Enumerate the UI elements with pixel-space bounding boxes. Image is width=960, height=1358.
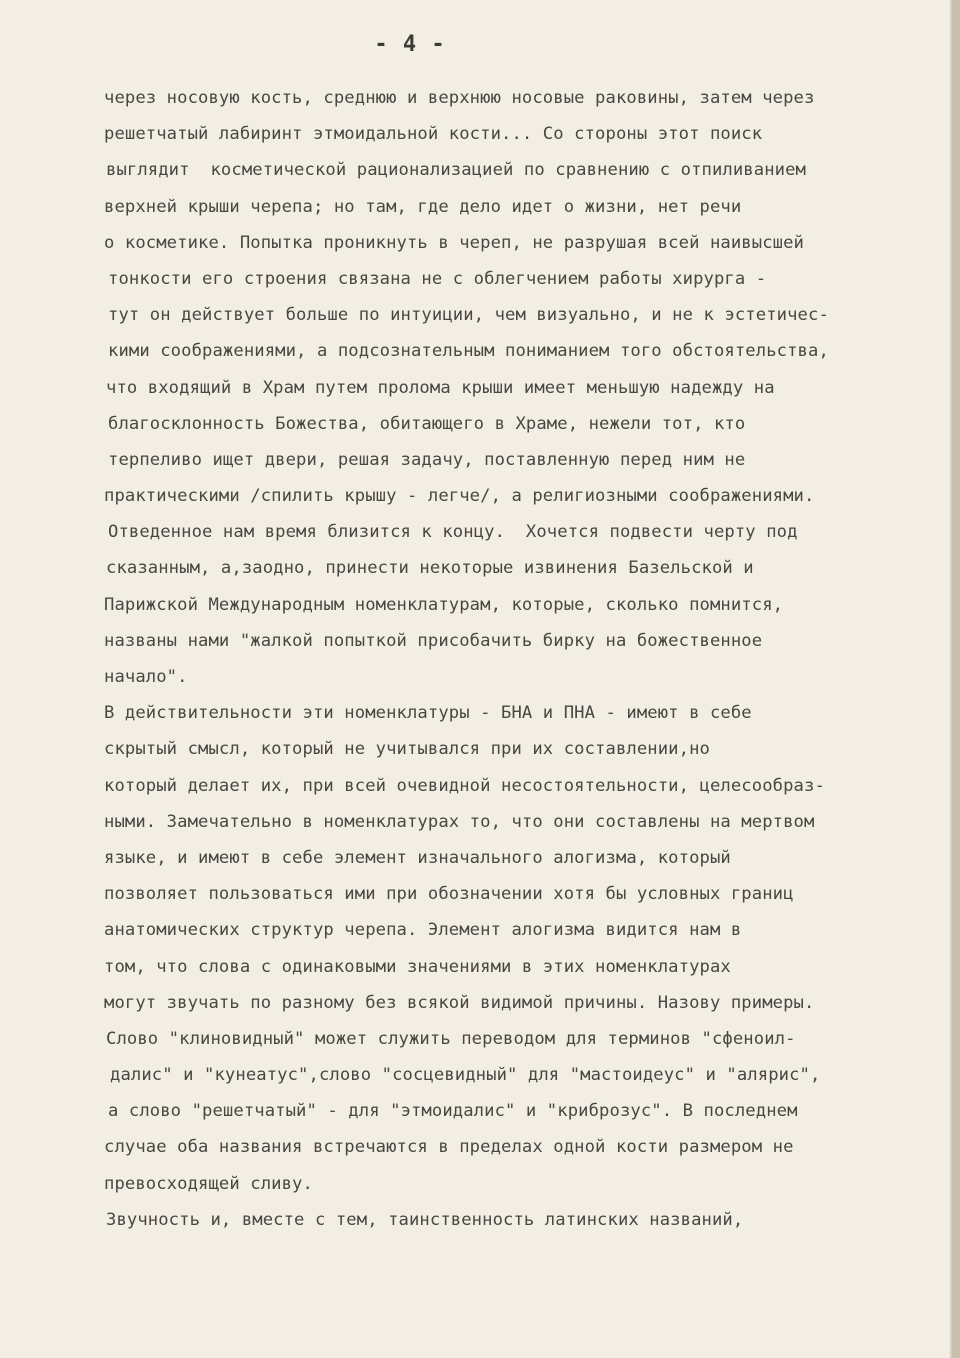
text-line: благосклонность Божества, обитающего в Храме, нежели тот, кто <box>108 413 746 434</box>
text-line: начало". <box>104 667 188 687</box>
text-line: терпеливо ищет двери, решая задачу, поставленную перед ним не <box>108 449 746 470</box>
text-line: могут звучать по разному без всякой видимой причины. Назову примеры. <box>104 992 815 1013</box>
text-line: который делает их, при всей очевидной несостоятельности, целесообраз- <box>104 775 825 796</box>
text-line: кими соображениями, а подсознательным пониманием того обстоятельства, <box>108 341 829 362</box>
text-line: названы нами "жалкой попыткой присобачить бирку на божественное <box>104 630 763 651</box>
text-line: Парижской Международным номенклатурам, которые, сколько помнится, <box>104 594 784 615</box>
text-line: о косметике. Попытка проникнуть в череп, не разрушая всей наивысшей <box>104 232 804 253</box>
text-line: через носовую кость, среднюю и верхнюю носовые раковины, затем через <box>104 88 815 108</box>
text-line: В действительности эти номенклатуры - БНА и ПНА - имеют в себе <box>104 703 752 724</box>
text-line: Отведенное нам время близится к концу. Хочется подвести черту под <box>108 522 798 543</box>
text-line: решетчатый лабиринт этмоидальной кости... Со стороны этот поиск <box>104 124 763 145</box>
text-line: выглядит косметической рационализацией по сравнению с отпиливанием <box>106 160 806 181</box>
text-line: том, что слова с одинаковыми значениями в этих номенклатурах <box>104 956 731 977</box>
page-number: - 4 - <box>374 32 446 57</box>
text-line: анатомических структур черепа. Элемент алогизма видится нам в <box>104 920 742 941</box>
text-line: далис" и "кунеатус",слово "сосцевидный" для "мастоидеус" и "алярис", <box>110 1065 821 1086</box>
text-line: что входящий в Храм путем пролома крыши имеет меньшую надежду на <box>106 377 775 398</box>
text-line: верхней крыши черепа; но там, где дело идет о жизни, нет речи <box>104 196 742 217</box>
text-line: скрытый смысл, который не учитывался при их составлении,но <box>104 739 710 760</box>
text-line: ными. Замечательно в номенклатурах то, что они составлены на мертвом <box>104 811 815 832</box>
text-line: случае оба названия встречаются в пределах одной кости размером не <box>104 1137 794 1158</box>
text-line: а слово "решетчатый" - для "этмоидалис" и "криброзус". В последнем <box>108 1101 798 1122</box>
text-line: превосходящей сливу. <box>104 1173 313 1194</box>
text-line: Слово "клиновидный" может служить переводом для терминов "сфеноил- <box>106 1028 796 1049</box>
page-edge <box>952 0 960 1358</box>
text-line: Звучность и, вместе с тем, таинственность латинских названий, <box>106 1209 744 1230</box>
text-line: тонкости его строения связана не с облегчением работы хирурга - <box>108 268 767 289</box>
text-line: позволяет пользоваться ими при обозначении хотя бы условных границ <box>104 884 794 905</box>
typewritten-text <box>104 80 954 1238</box>
text-line: практическими /спилить крышу - легче/, а религиозными соображениями. <box>104 486 815 507</box>
text-line: языке, и имеют в себе элемент изначального алогизма, который <box>104 847 731 868</box>
text-line: тут он действует больше по интуиции, чем визуально, и не к эстетичес- <box>108 305 829 326</box>
text-line: сказанным, а,заодно, принести некоторые извинения Базельской и <box>106 558 754 579</box>
